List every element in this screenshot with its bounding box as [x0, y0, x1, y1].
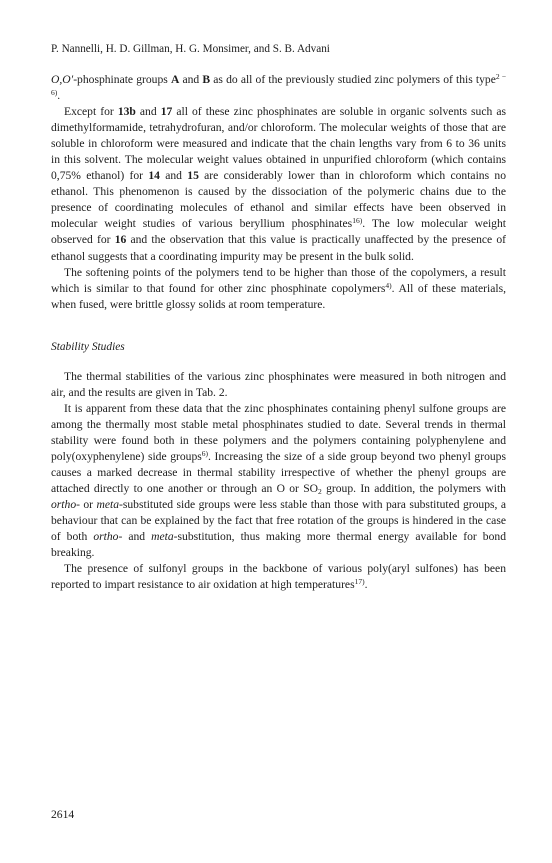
text-span: Except for — [64, 105, 118, 119]
text-span: substitution, thus making more thermal energy available for bond breaking. — [51, 530, 506, 560]
text-span: The thermal stabilities of the various zinc phosphinates were measured in both nitrogen and air, and the results are given in Tab. 2. — [51, 369, 506, 399]
compound-label: B — [202, 73, 211, 86]
paragraph-4 — [51, 369, 506, 401]
text-span: and — [179, 73, 203, 86]
text-span: The presence of sulfonyl groups in the backbone of various poly(aryl sulfones) has been reported to impart resistance to air oxidation at high temperatures — [51, 562, 506, 592]
compound-label: 17 — [160, 105, 173, 119]
text-span: meta- — [96, 498, 123, 512]
citation-superscript: 6) — [201, 448, 209, 458]
text-span: as do all of the previously studied zinc polymers of this type — [210, 73, 496, 86]
text-span: . — [57, 89, 61, 103]
paragraph-6 — [51, 561, 506, 593]
section-heading: Stability Studies — [51, 340, 125, 353]
page-number: 2614 — [51, 808, 75, 821]
text-span: and the observation that this value is practically unaffected by the presence of ethanol suggests that a coordinating impurity may be present in the bulk solid. — [51, 233, 506, 263]
text-span: -phosphinate groups — [73, 73, 171, 86]
text-span: group. In addition, the polymers with — [321, 482, 506, 496]
compound-label: 15 — [187, 169, 199, 183]
text-span: . — [364, 578, 368, 592]
text-span: all of these zinc phosphinates are soluble in organic solvents such as dimethylformamide, tetrahydrofuran, and/or chloroform. The molecular weights of those that are soluble in chloroform were measured and indicate that the chain lengths vary from 6 to 36 units in this solvent. The molecular weight values obtained in unpurified chloroform (which contains 0,75% ethanol) for — [51, 105, 506, 183]
text-span: . All of these materials, when fused, were brittle glossy solids at room temperature. — [51, 281, 506, 311]
paragraph-2 — [51, 104, 506, 264]
paragraph-5 — [51, 401, 506, 561]
text-span: and — [122, 530, 152, 544]
text-span: O,O′ — [51, 73, 74, 86]
text-span: . Increasing the size of a side group beyond two phenyl groups causes a marked decrease in thermal stability irrespective of whether the phenyl groups are attached directly to one another or through an O or SO — [51, 449, 506, 496]
citation-superscript: 2 − 6) — [51, 72, 506, 98]
text-span: . The low molecular weight observed for — [51, 217, 506, 247]
compound-label: 14 — [148, 169, 160, 183]
text-span: ortho- — [51, 498, 80, 512]
compound-label: 13b — [117, 105, 136, 119]
text-span: meta- — [151, 530, 178, 544]
citation-superscript: 4) — [385, 280, 392, 290]
paragraph-3 — [51, 265, 506, 313]
text-span: ortho- — [93, 530, 123, 544]
text-span: It is apparent from these data that the zinc phosphinates containing phenyl sulfone groups are among the thermally most stable metal phosphinates studied to date. Several trends in thermal stability were found both in these polymers and the polymers containing polyphenylene and poly(oxyphenylene) side groups — [51, 401, 506, 463]
citation-superscript: 16) — [352, 216, 363, 226]
text-span: and — [135, 105, 161, 119]
text-span: substituted side groups were less stable than those with para substituted groups, a behaviour that can be explained by the fact that free rotation of the groups is hindered in the case of both — [51, 498, 506, 544]
citation-superscript: 17) — [354, 577, 365, 587]
running-header-authors: P. Nannelli, H. D. Gillman, H. G. Monsimer, and S. B. Advani — [51, 43, 330, 55]
body-text — [51, 72, 506, 593]
compound-label: 16 — [114, 233, 127, 247]
subscript: 2 — [318, 487, 322, 497]
text-span: or — [79, 498, 97, 512]
compound-label: A — [170, 73, 180, 86]
text-span: are considerably lower than in chloroform which contains no ethanol. This phenomenon is caused by the dissociation of the polymeric chains due to the presence of coordinating molecules of ethanol and similar effects have been observed in molecular weight studies of various beryllium phosphinates — [51, 169, 506, 231]
text-span: The softening points of the polymers tend to be higher than those of the copolymers, a result which is similar to that found for other zinc phosphinate copolymers — [51, 265, 506, 295]
text-span: and — [159, 169, 188, 183]
paragraph-1 — [51, 72, 506, 104]
